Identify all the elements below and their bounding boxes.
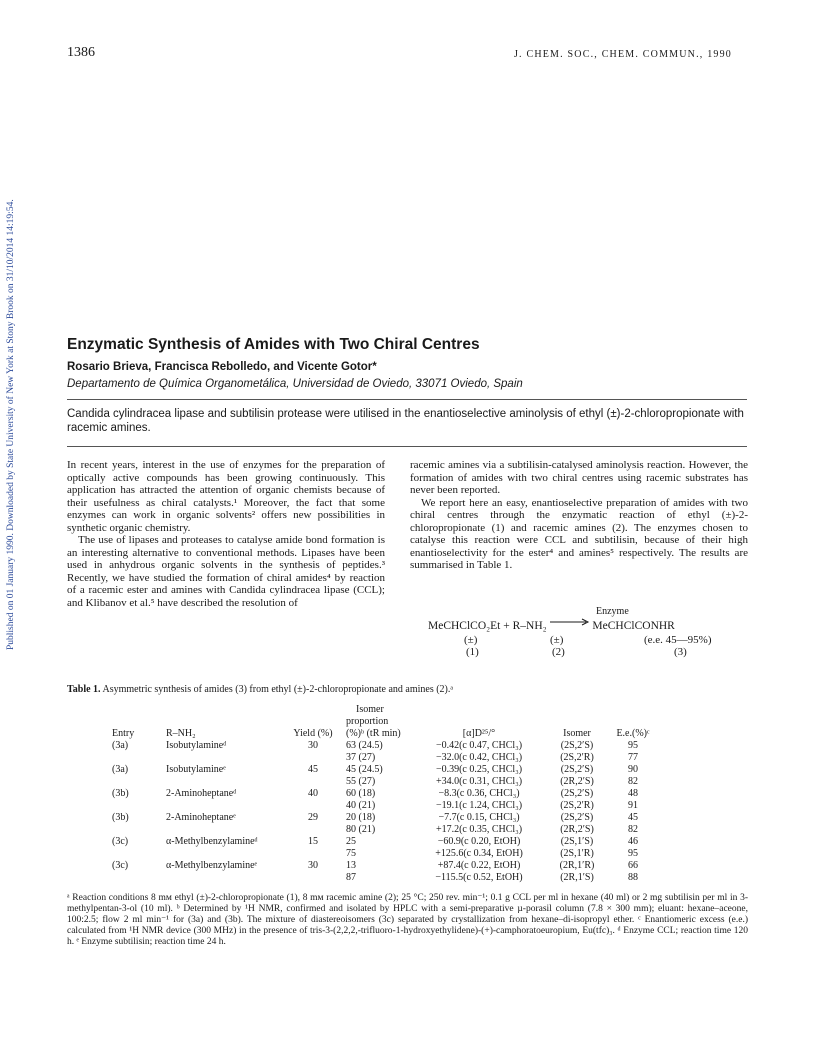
cell-prop: 60 (18) <box>346 788 376 799</box>
racemic-tag-ester: (±) <box>464 634 478 646</box>
body-column-right <box>410 459 748 572</box>
table-row <box>112 788 660 800</box>
ee-range: (e.e. 45—95%) <box>644 634 712 646</box>
compound-number-1: (1) <box>466 646 479 658</box>
cell-ee: 95 <box>628 740 638 751</box>
cell-amine: Isobutylamineᵉ <box>166 764 226 775</box>
header-proportion <box>340 704 410 740</box>
table-row <box>112 860 660 872</box>
cell-entry <box>112 848 166 860</box>
reaction-equation <box>428 620 675 632</box>
cell-rot: −0.39(c 0.25, CHCl₃) <box>435 764 523 775</box>
cell-ee: 91 <box>628 800 638 811</box>
cell-entry <box>112 824 166 836</box>
cell-iso: (2R,2′S) <box>560 824 594 835</box>
cell-prop: 13 <box>346 860 356 871</box>
cell-yield: 40 <box>308 788 318 799</box>
cell-iso: (2S,2′R) <box>560 800 594 811</box>
abstract-text: Candida cylindracea lipase and subtilisin protease were utilised in the enantioselective aminolysis of ethyl (±)-2-chloropropionate with racemic amines. <box>67 408 744 434</box>
cell-yield: 29 <box>308 812 318 823</box>
header-yield: Yield (%) <box>293 728 333 739</box>
table-row <box>112 872 660 884</box>
header-ee: E.e.(%)ᶜ <box>616 728 650 739</box>
cell-entry: (3c) <box>112 836 129 847</box>
cell-prop: 55 (27) <box>346 776 376 787</box>
cell-entry: (3a) <box>112 740 129 751</box>
cell-rot: +125.6(c 0.34, EtOH) <box>435 848 523 859</box>
cell-rot: −7.7(c 0.15, CHCl₃) <box>438 812 520 823</box>
cell-yield <box>286 824 340 836</box>
cell-iso: (2S,2′S) <box>560 788 594 799</box>
body-paragraph: racemic amines via a subtilisin-catalysed aminolysis reaction. However, the formation of amides with two chiral centres using racemic substrates has never been reported. <box>410 459 748 496</box>
cell-ee: 90 <box>628 764 638 775</box>
cell-entry: (3b) <box>112 788 129 799</box>
cell-yield <box>286 776 340 788</box>
reactant-ester: MeCHClCO₂Et <box>428 620 501 632</box>
cell-amine: Isobutylamineᵈ <box>166 740 227 751</box>
cell-amine: 2-Aminoheptaneᵉ <box>166 812 236 823</box>
table-caption <box>67 684 453 695</box>
cell-prop: 20 (18) <box>346 812 376 823</box>
cell-amine: α-Methylbenzylamineᵉ <box>166 860 258 871</box>
cell-ee: 95 <box>628 848 638 859</box>
cell-prop: 25 <box>346 836 356 847</box>
cell-ee: 77 <box>628 752 638 763</box>
racemic-tag-amine: (±) <box>550 634 564 646</box>
cell-ee: 48 <box>628 788 638 799</box>
cell-entry: (3a) <box>112 764 129 775</box>
cell-amine <box>166 752 286 764</box>
reaction-arrow-icon <box>550 618 590 626</box>
cell-rot: −60.9(c 0.20, EtOH) <box>437 836 521 847</box>
cell-yield <box>286 800 340 812</box>
table-row <box>112 800 660 812</box>
table-row <box>112 776 660 788</box>
download-watermark <box>6 150 20 650</box>
cell-iso: (2R,2′S) <box>560 776 594 787</box>
cell-iso: (2S,2′R) <box>560 752 594 763</box>
cell-entry <box>112 752 166 764</box>
cell-prop: 63 (24.5) <box>346 740 383 751</box>
header-rotation: [α]D²⁵/° <box>462 728 496 739</box>
enzyme-label: Enzyme <box>596 606 629 617</box>
cell-rot: −32.0(c 0.42, CHCl₃) <box>435 752 523 763</box>
cell-rot: −0.42(c 0.47, CHCl₃) <box>435 740 523 751</box>
cell-rot: +17.2(c 0.35, CHCl₃) <box>435 824 523 835</box>
table-body <box>112 740 660 884</box>
journal-reference: J. CHEM. SOC., CHEM. COMMUN., 1990 <box>513 49 732 60</box>
cell-ee: 46 <box>628 836 638 847</box>
body-paragraph: The use of lipases and proteases to catalyse amide bond formation is an interesting alternative to conventional methods. Lipases have been used in anhydrous organic solvents in the synthesis of peptides.³ Recently, we have studied the formation of chiral amides⁴ by reaction of a racemic ester and amines with Candida cylindracea lipase (CCL); and Klibanov et al.⁵ have described the resolution of <box>67 534 385 609</box>
cell-iso: (2S,1′R) <box>560 848 594 859</box>
cell-ee: 88 <box>628 872 638 883</box>
cell-iso: (2S,2′S) <box>560 764 594 775</box>
cell-yield: 45 <box>308 764 318 775</box>
table-row <box>112 824 660 836</box>
table-row <box>112 836 660 848</box>
cell-amine <box>166 848 286 860</box>
abstract <box>67 407 747 435</box>
table-row <box>112 764 660 776</box>
table-row <box>112 752 660 764</box>
affiliation: Departamento de Química Organometálica, Universidad de Oviedo, 33071 Oviedo, Spain <box>67 378 523 390</box>
table-row <box>112 812 660 824</box>
cell-entry: (3b) <box>112 812 129 823</box>
cell-amine: 2-Aminoheptaneᵈ <box>166 788 237 799</box>
cell-rot: −19.1(c 1.24, CHCl₃) <box>435 800 523 811</box>
cell-rot: +34.0(c 0.31, CHCl₃) <box>435 776 523 787</box>
header-amine: R–NH₂ <box>166 728 196 739</box>
cell-prop: 45 (24.5) <box>346 764 383 775</box>
cell-yield <box>286 872 340 884</box>
cell-yield: 30 <box>308 740 318 751</box>
cell-prop: 87 <box>346 872 356 883</box>
cell-amine <box>166 872 286 884</box>
cell-prop: 75 <box>346 848 356 859</box>
cell-amine: α-Methylbenzylamineᵈ <box>166 836 258 847</box>
cell-rot: +87.4(c 0.22, EtOH) <box>437 860 521 871</box>
cell-amine <box>166 776 286 788</box>
cell-yield: 15 <box>308 836 318 847</box>
cell-entry <box>112 776 166 788</box>
table-header-row <box>112 704 660 740</box>
cell-yield <box>286 848 340 860</box>
compound-number-2: (2) <box>552 646 565 658</box>
cell-iso: (2S,2′S) <box>560 740 594 751</box>
table-caption-text: Asymmetric synthesis of amides (3) from ethyl (±)-2-chloropropionate and amines (2).ᵃ <box>102 684 454 695</box>
cell-yield <box>286 752 340 764</box>
cell-amine <box>166 800 286 812</box>
article-title: Enzymatic Synthesis of Amides with Two Chiral Centres <box>67 336 480 353</box>
body-paragraph: In recent years, interest in the use of enzymes for the preparation of optically active compounds has been growing continuously. This application has attracted the attention of organic chemists because of their usefulness as chiral catalysts.¹ Moreover, the fact that some enzymes can work in organic solvents² offers new possibilities in synthetic organic chemistry. <box>67 459 385 534</box>
cell-rot: −115.5(c 0.52, EtOH) <box>435 872 523 883</box>
cell-entry: (3c) <box>112 860 129 871</box>
header-proportion-line1: Isomer <box>356 704 384 715</box>
table-row <box>112 848 660 860</box>
cell-rot: −8.3(c 0.36, CHCl₃) <box>438 788 520 799</box>
author-list: Rosario Brieva, Francisca Rebolledo, and Vicente Gotor* <box>67 361 377 373</box>
download-watermark-text: Published on 01 January 1990. Downloaded by State University of New York at Stony Brook on 31/10/2014 14:19:54. <box>6 199 16 650</box>
plus-sign: + <box>503 620 510 632</box>
table-row <box>112 740 660 752</box>
table-footnotes: ᵃ Reaction conditions 8 mм ethyl (±)-2-chloropropionate (1), 8 mм racemic amine (2); 25 °C; 250 rev. min⁻¹; 0.1 g CCL per ml in hexane (40 ml) or 2 mg subtilisin per ml in 3-methylpentan-3-ol (10 ml). ᵇ Determined by ¹H NMR, confirmed and isolated by HPLC with a semi-preparative µ-porasil column (7.8 × 300 mm); eluant: hexane–aceone, 100:2.5; flow 2 ml min⁻¹ for (3a) and (3b). The mixture of diastereoisomers (3c) separated by crystallization from hexane–di-isopropyl ether. ᶜ Enantiomeric excess (e.e.) calculated from ¹H NMR device (300 MHz) in the presence of tris-3-(2,2,2,-trifluoro-1-hydroxyethylidene)-(+)-camphoratoeuropium, Eu(tfc)₃. ᵈ Enzyme CCL; reaction time 120 h. ᵉ Enzyme subtilisin; reaction time 24 h. <box>67 893 748 947</box>
cell-ee: 66 <box>628 860 638 871</box>
reactant-amine: R–NH₂ <box>512 620 547 632</box>
cell-prop: 80 (21) <box>346 824 376 835</box>
cell-ee: 82 <box>628 776 638 787</box>
body-paragraph: We report here an easy, enantioselective preparation of amides with two chiral centres through the enzymatic reaction of ethyl (±)-2-chloropropionate (1) and racemic amines (2). The enzymes chosen to catalyse this reaction were CCL and subtilisin, because of their high enantioselectivity for the ester⁴ and amines⁵ respectively. The results are summarised in Table 1. <box>410 496 748 571</box>
product-amide: MeCHClCONHR <box>592 620 675 632</box>
divider-top <box>67 399 747 400</box>
header-proportion-line2: proportion <box>346 716 389 727</box>
divider-abstract <box>67 446 747 447</box>
reaction-scheme <box>410 604 748 658</box>
results-table <box>112 704 660 884</box>
header-isomer: Isomer <box>563 728 591 739</box>
header-proportion-line3: (%)ᵇ (tR min) <box>346 728 401 739</box>
cell-iso: (2S,1′S) <box>560 836 594 847</box>
cell-iso: (2R,1′R) <box>559 860 595 871</box>
cell-iso: (2S,2′S) <box>560 812 594 823</box>
cell-prop: 40 (21) <box>346 800 376 811</box>
cell-ee: 82 <box>628 824 638 835</box>
table-caption-label: Table 1. <box>67 684 101 695</box>
header-entry: Entry <box>112 728 135 739</box>
cell-amine <box>166 824 286 836</box>
compound-number-3: (3) <box>674 646 687 658</box>
body-column-left <box>67 459 385 609</box>
cell-prop: 37 (27) <box>346 752 376 763</box>
cell-entry <box>112 872 166 884</box>
cell-iso: (2R,1′S) <box>560 872 594 883</box>
cell-yield: 30 <box>308 860 318 871</box>
cell-entry <box>112 800 166 812</box>
page-number: 1386 <box>67 45 95 60</box>
cell-ee: 45 <box>628 812 638 823</box>
